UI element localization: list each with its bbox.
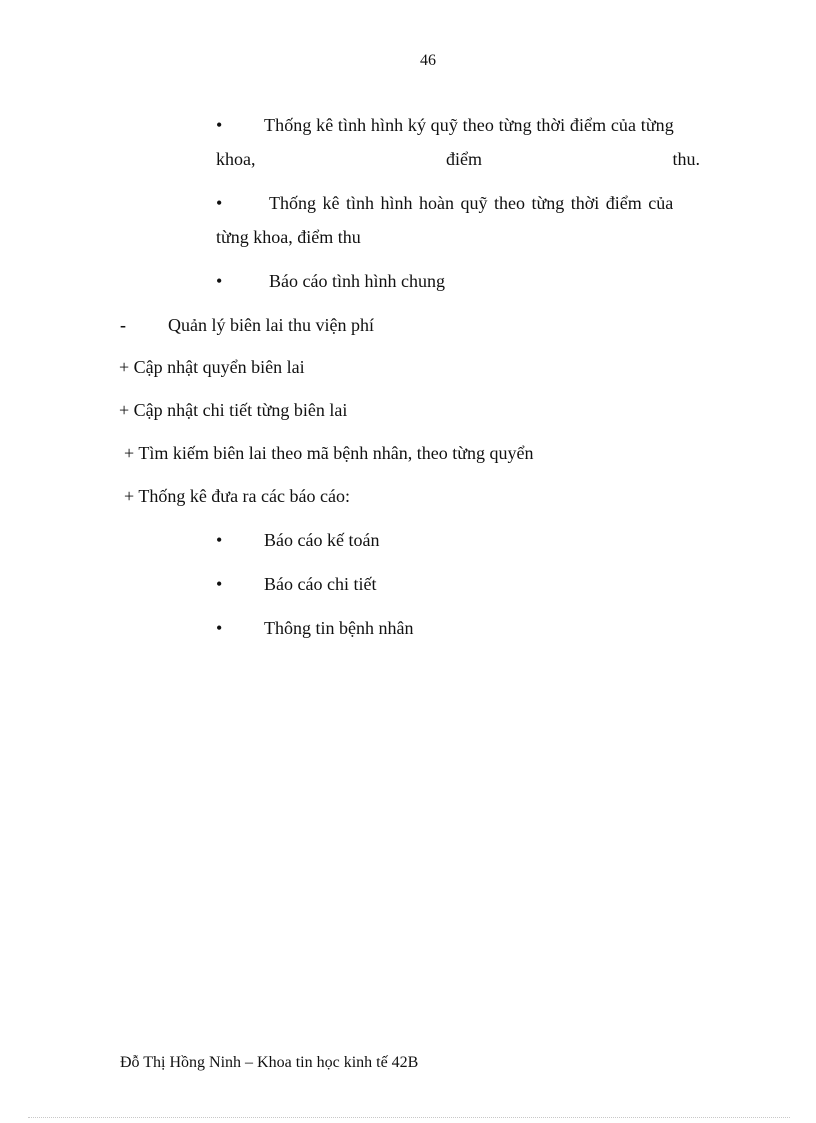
plus-item: + Cập nhật chi tiết từng biên lai (119, 400, 348, 420)
stat-item-1-word: khoa, (216, 149, 256, 169)
page-bottom-divider (28, 1117, 790, 1118)
stat-item-2-line-2: từng khoa, điểm thu (216, 227, 361, 247)
page-footer: Đỗ Thị Hồng Ninh – Khoa tin học kinh tế 42B (120, 1054, 419, 1071)
bullet-icon: • (216, 574, 223, 594)
bullet-icon: • (216, 530, 223, 550)
report-item: Báo cáo kế toán (264, 530, 380, 550)
bullet-icon: • (216, 115, 223, 135)
report-item: Báo cáo chi tiết (264, 574, 377, 594)
page-number: 46 (420, 52, 436, 69)
plus-item: + Tìm kiếm biên lai theo mã bệnh nhân, theo từng quyển (124, 443, 534, 463)
plus-item: + Cập nhật quyển biên lai (119, 357, 305, 377)
section-title: Quản lý biên lai thu viện phí (168, 315, 374, 335)
report-item: Thông tin bệnh nhân (264, 618, 414, 638)
stat-item-3: Báo cáo tình hình chung (269, 271, 445, 291)
bullet-icon: • (216, 193, 223, 213)
bullet-icon: • (216, 618, 223, 638)
stat-item-2-line-1: Thống kê tình hình hoàn quỹ theo từng thời điểm của (269, 193, 674, 213)
plus-item: + Thống kê đưa ra các báo cáo: (124, 486, 350, 506)
stat-item-1-word: thu. (672, 149, 700, 169)
stat-item-1-line-2 (216, 148, 700, 170)
stat-item-1-word: điểm (445, 149, 482, 169)
stat-item-1-line-1: Thống kê tình hình ký quỹ theo từng thời điểm của từng (264, 115, 674, 135)
bullet-icon: • (216, 271, 223, 291)
section-dash-marker: - (120, 315, 126, 335)
